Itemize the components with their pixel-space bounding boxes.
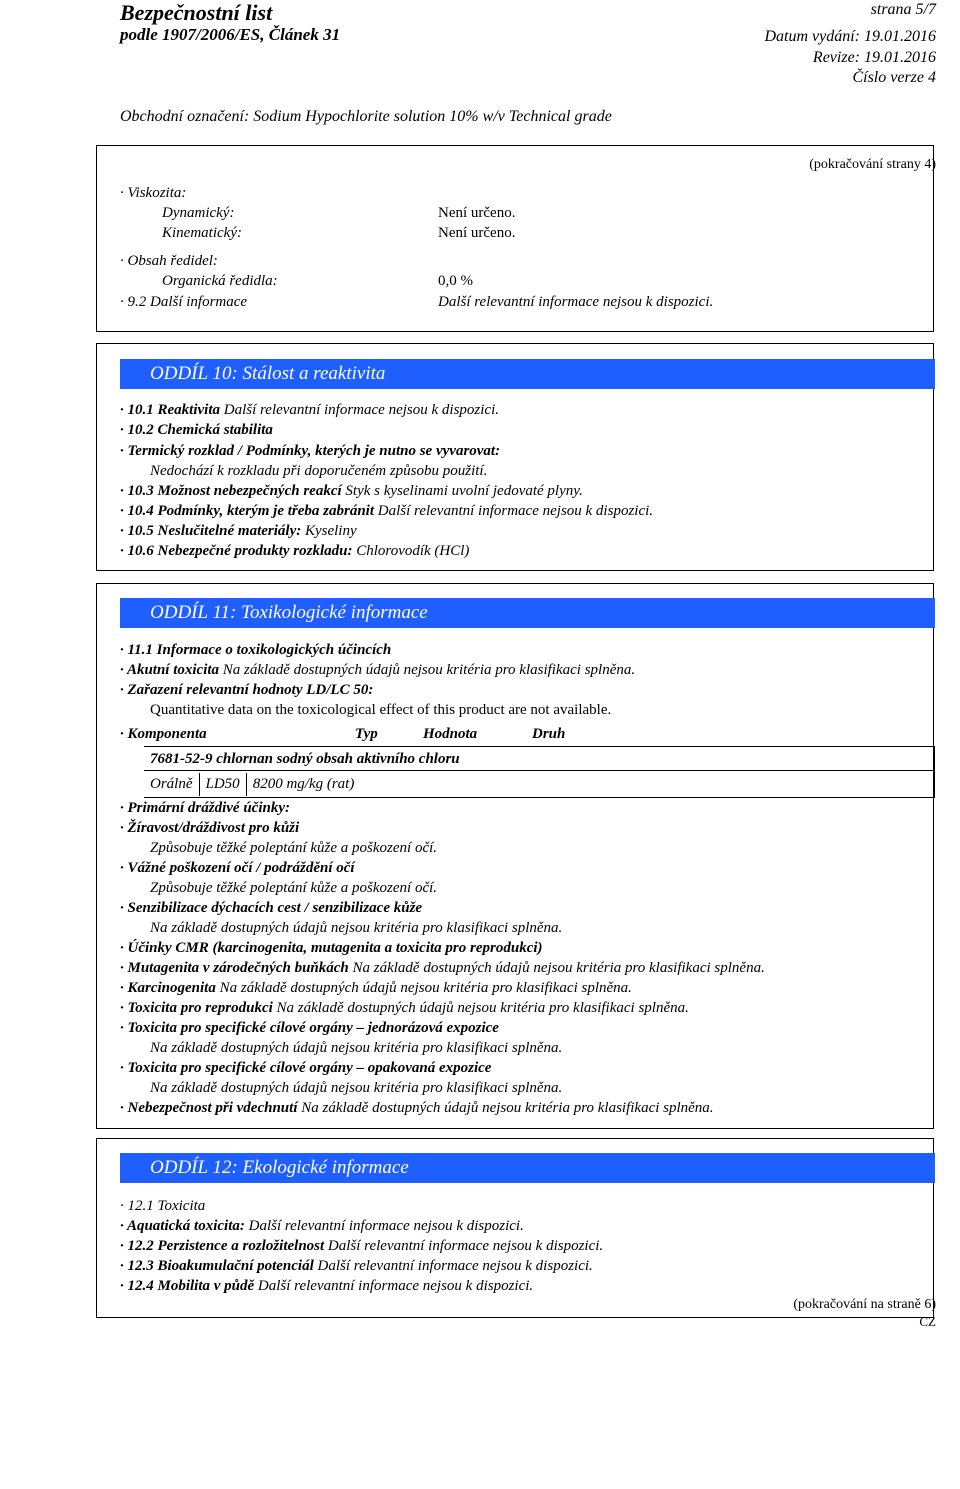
dynamic-label: Dynamický: — [162, 205, 235, 221]
sensitisation: · Senzibilizace dýchacích cest / senzibilizace kůže — [120, 900, 423, 916]
table-header-type: Typ — [355, 726, 378, 742]
conditions-to-avoid: · 10.4 Podmínky, kterým je třeba zabránit Další relevantní informace nejsou k dispozici. — [120, 503, 654, 519]
page-number: strana 5/7 — [870, 1, 936, 18]
incompatible-materials: · 10.5 Neslučitelné materiály: Kyseliny — [120, 523, 357, 539]
toxicology-effects: · 11.1 Informace o toxikologických účincích — [120, 642, 392, 658]
reactivity: · 10.1 Reaktivita Další relevantní informace nejsou k dispozici. — [120, 402, 499, 418]
aspiration-hazard: · Nebezpečnost při vdechnutí Na základě dostupných údajů nejsou kritéria pro klasifikaci splněna. — [120, 1100, 714, 1116]
germ-cell-mutagenicity: · Mutagenita v zárodečných buňkách Na základě dostupných údajů nejsou kritéria pro klasifikaci splněna. — [120, 960, 765, 976]
decomposition-products: · 10.6 Nebezpečné produkty rozkladu: Chlorovodík (HCl) — [120, 543, 470, 559]
soil-mobility: · 12.4 Mobilita v půdě Další relevantní informace nejsou k dispozici. — [120, 1278, 534, 1294]
trade-name: Obchodní označení: Sodium Hypochlorite solution 10% w/v Technical grade — [120, 108, 612, 125]
row-type: LD50 — [200, 773, 247, 796]
ld-lc50-value: Quantitative data on the toxicological effect of this product are not available. — [150, 702, 612, 718]
ld-lc50-label: · Zařazení relevantní hodnoty LD/LC 50: — [120, 682, 374, 698]
toxicity: · 12.1 Toxicita — [120, 1198, 206, 1214]
section-10-title: ODDÍL 10: Stálost a reaktivita — [120, 359, 935, 389]
stot-single-value: Na základě dostupných údajů nejsou kritéria pro klasifikaci splněna. — [150, 1040, 563, 1056]
section-11-title: ODDÍL 11: Toxikologické informace — [120, 598, 935, 628]
thermal-decomposition: · Termický rozklad / Podmínky, kterých je nutno se vyvarovat: — [120, 443, 501, 459]
persistence: · 12.2 Perzistence a rozložitelnost Další relevantní informace nejsou k dispozici. — [120, 1238, 604, 1254]
eye-damage: · Vážné poškození očí / podráždění očí — [120, 860, 355, 876]
continued-from: (pokračování strany 4) — [809, 157, 936, 172]
issue-date: Datum vydání: 19.01.2016 — [764, 28, 936, 45]
skin-corrosion-value: Způsobuje těžké poleptání kůže a poškození očí. — [150, 840, 438, 856]
language-code: CZ — [919, 1314, 936, 1329]
component-name: 7681-52-9 chlornan sodný obsah aktivního chloru — [150, 751, 460, 767]
viscosity-label: · Viskozita: — [120, 185, 187, 201]
organic-label: Organická ředidla: — [162, 273, 278, 289]
other-info-value: Další relevantní informace nejsou k dispozici. — [438, 294, 714, 310]
section-12-title: ODDÍL 12: Ekologické informace — [120, 1153, 935, 1183]
row-route: Orálně — [144, 773, 200, 796]
sensitisation-value: Na základě dostupných údajů nejsou kritéria pro klasifikaci splněna. — [150, 920, 563, 936]
organic-value: 0,0 % — [438, 273, 473, 289]
table-header-component: · Komponenta — [120, 726, 207, 742]
chemical-stability: · 10.2 Chemická stabilita — [120, 422, 273, 438]
document-title: Bezpečnostní list — [120, 0, 273, 25]
table-header-value: Hodnota — [423, 726, 478, 742]
kinematic-label: Kinematický: — [162, 225, 242, 241]
stot-single: · Toxicita pro specifické cílové orgány – jednorázová expozice — [120, 1020, 499, 1036]
row-value: 8200 mg/kg (rat) — [252, 776, 355, 792]
table-header-species: Druh — [532, 726, 566, 742]
document-subtitle: podle 1907/2006/ES, Článek 31 — [120, 25, 341, 44]
bioaccumulation: · 12.3 Bioakumulační potenciál Další relevantní informace nejsou k dispozici. — [120, 1258, 593, 1274]
thermal-decomposition-value: Nedochází k rozkladu při doporučeném způsobu použití. — [150, 463, 488, 479]
reproductive-toxicity: · Toxicita pro reprodukci Na základě dostupných údajů nejsou kritéria pro klasifikaci splněna. — [120, 1000, 689, 1016]
kinematic-value: Není určeno. — [438, 225, 516, 241]
revision-date: Revize: 19.01.2016 — [812, 49, 936, 66]
acute-toxicity: · Akutní toxicita Na základě dostupných údajů nejsou kritéria pro klasifikaci splněna. — [120, 662, 636, 678]
skin-corrosion: · Žíravost/dráždivost pro kůži — [120, 820, 300, 836]
aquatic-toxicity: · Aquatická toxicita: Další relevantní informace nejsou k dispozici. — [120, 1218, 524, 1234]
version-number: Číslo verze 4 — [852, 69, 936, 86]
table-row — [144, 773, 360, 796]
stot-repeated-value: Na základě dostupných údajů nejsou kritéria pro klasifikaci splněna. — [150, 1080, 563, 1096]
carcinogenicity: · Karcinogenita Na základě dostupných údajů nejsou kritéria pro klasifikaci splněna. — [120, 980, 632, 996]
primary-irritant: · Primární dráždivé účinky: — [120, 800, 291, 816]
solvent-label: · Obsah ředidel: — [120, 253, 218, 269]
stot-repeated: · Toxicita pro specifické cílové orgány – opakovaná expozice — [120, 1060, 492, 1076]
hazardous-reactions: · 10.3 Možnost nebezpečných reakcí Styk s kyselinami uvolní jedovaté plyny. — [120, 483, 583, 499]
dynamic-value: Není určeno. — [438, 205, 516, 221]
continued-to: (pokračování na straně 6) — [793, 1297, 936, 1312]
cmr-effects: · Účinky CMR (karcinogenita, mutagenita a toxicita pro reprodukci) — [120, 940, 543, 956]
eye-damage-value: Způsobuje těžké poleptání kůže a poškození očí. — [150, 880, 438, 896]
table-divider — [144, 770, 935, 771]
other-info-label: · 9.2 Další informace — [120, 294, 248, 310]
